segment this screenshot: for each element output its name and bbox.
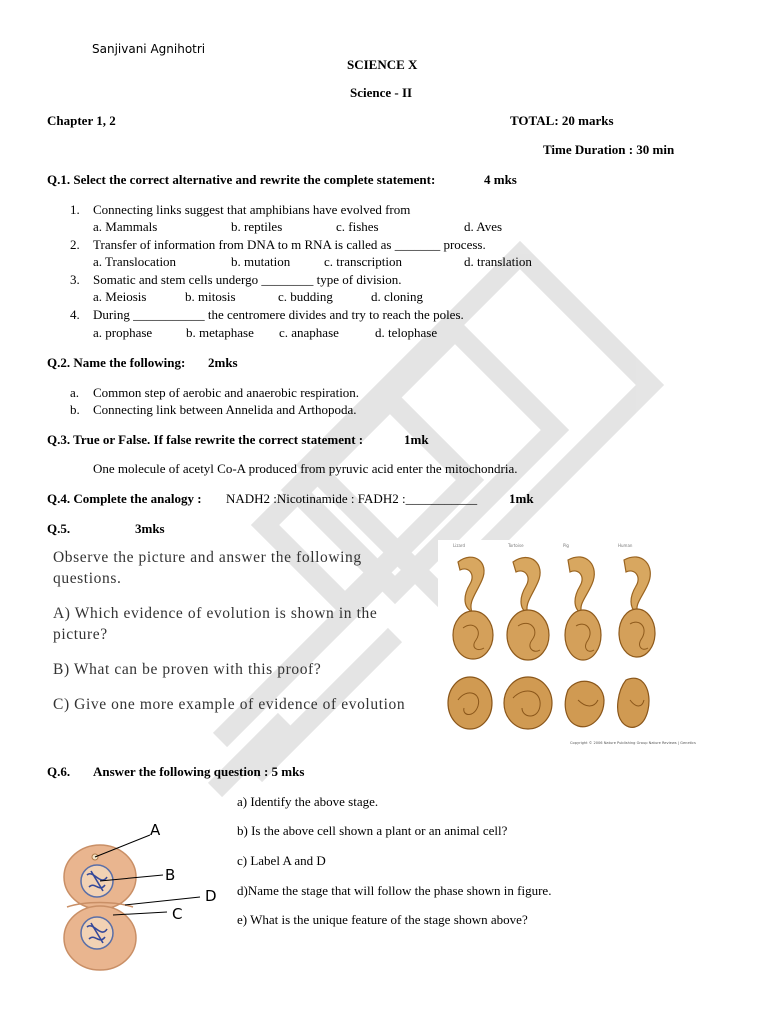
q1-item-number: 1. xyxy=(70,202,80,217)
q1-option: a. Meiosis xyxy=(93,289,147,304)
q1-item-number: 3. xyxy=(70,272,80,287)
q1-option: b. mutation xyxy=(231,254,291,269)
q6-item: b) Is the above cell shown a plant or an animal cell? xyxy=(237,823,508,838)
q1-item-number: 4. xyxy=(70,307,80,322)
total-marks: TOTAL: 20 marks xyxy=(510,113,614,128)
q6-item: a) Identify the above stage. xyxy=(237,794,379,809)
q5-part-a: A) Which evidence of evolution is shown in the picture? xyxy=(53,605,378,643)
q1-item-text: During ___________ the centromere divides and try to reach the poles. xyxy=(93,307,464,322)
cell-division-figure xyxy=(55,815,235,975)
q4-marks: 1mk xyxy=(509,491,534,506)
q3-heading: Q.3. True or False. If false rewrite the correct statement : xyxy=(47,432,364,447)
q4-analogy: NADH2 :Nicotinamide : FADH2 :___________ xyxy=(226,491,478,506)
q5-intro: Observe the picture and answer the following questions. xyxy=(53,549,362,587)
q6-label: Q.6. xyxy=(47,764,71,779)
embryo-column-label: Tortoise xyxy=(508,543,524,548)
q1-option: a. prophase xyxy=(93,325,153,340)
q1-option: b. reptiles xyxy=(231,219,283,234)
q1-option: b. mitosis xyxy=(185,289,236,304)
q1-option: d. telophase xyxy=(375,325,438,340)
q2-item-label: a. xyxy=(70,385,80,400)
q2-item-label: b. xyxy=(70,402,80,417)
paper-subtitle: Science - II xyxy=(350,85,413,100)
q5-question-panel xyxy=(53,547,423,729)
q1-option: a. Translocation xyxy=(93,254,177,269)
label-a: A xyxy=(150,821,161,839)
q2-item-text: Connecting link between Annelida and Arthopoda. xyxy=(93,402,357,417)
q1-option: c. budding xyxy=(278,289,333,304)
q3-statement: One molecule of acetyl Co-A produced from pyruvic acid enter the mitochondria. xyxy=(93,461,518,476)
author-name: Sanjivani Agnihotri xyxy=(92,42,206,56)
q1-option: c. anaphase xyxy=(279,325,339,340)
q1-option: c. fishes xyxy=(336,219,379,234)
q1-item-text: Somatic and stem cells undergo ________ type of division. xyxy=(93,272,402,287)
q3-marks: 1mk xyxy=(404,432,429,447)
embryo-column-label: Human xyxy=(618,543,633,548)
q5-label: Q.5. xyxy=(47,521,71,536)
q6-heading: Answer the following question : 5 mks xyxy=(93,764,305,779)
embryo-column-label: Lizard xyxy=(453,543,466,548)
label-d: D xyxy=(205,887,217,905)
q6-item: d)Name the stage that will follow the phase shown in figure. xyxy=(237,883,552,898)
q2-marks: 2mks xyxy=(208,355,238,370)
q4-heading: Q.4. Complete the analogy : xyxy=(47,491,202,506)
q1-option: d. Aves xyxy=(464,219,503,234)
label-c: C xyxy=(172,905,183,923)
q1-option: b. metaphase xyxy=(186,325,254,340)
q1-marks: 4 mks xyxy=(484,172,517,187)
q2-heading: Q.2. Name the following: xyxy=(47,355,186,370)
chapter-label: Chapter 1, 2 xyxy=(47,113,116,128)
q5-part-c: C) Give one more example of evidence of evolution xyxy=(53,696,406,713)
embryo-column-label: Pig xyxy=(563,543,569,548)
q1-item-number: 2. xyxy=(70,237,80,252)
q5-part-b: B) What can be proven with this proof? xyxy=(53,661,322,678)
label-b: B xyxy=(165,866,176,884)
q1-option: a. Mammals xyxy=(93,219,158,234)
q1-option: d. translation xyxy=(464,254,532,269)
q2-item-text: Common step of aerobic and anaerobic respiration. xyxy=(93,385,360,400)
q1-item-text: Connecting links suggest that amphibians have evolved from xyxy=(93,202,411,217)
q6-item: c) Label A and D xyxy=(237,853,326,868)
q6-item: e) What is the unique feature of the stage shown above? xyxy=(237,912,528,927)
q5-marks: 3mks xyxy=(135,521,165,536)
embryo-comparison-image xyxy=(438,540,696,752)
embryo-figure-caption: Copyright © 2006 Nature Publishing Group Nature Reviews | Genetics xyxy=(570,741,696,745)
time-duration: Time Duration : 30 min xyxy=(543,142,675,157)
q1-option: c. transcription xyxy=(324,254,402,269)
q1-heading: Q.1. Select the correct alternative and rewrite the complete statement: xyxy=(47,172,436,187)
q1-item-text: Transfer of information from DNA to m RNA is called as _______ process. xyxy=(93,237,486,252)
q1-option: d. cloning xyxy=(371,289,423,304)
paper-title: SCIENCE X xyxy=(347,57,418,72)
